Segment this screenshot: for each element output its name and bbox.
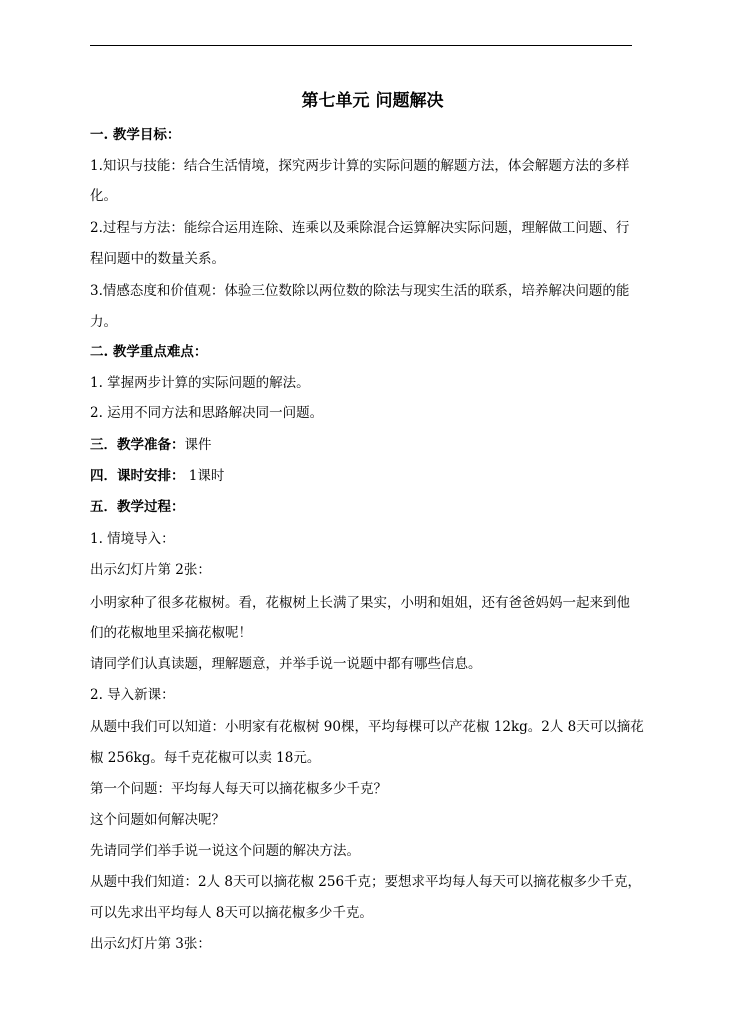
paragraph-line: 从题中我们知道：2人 8天可以摘花椒 256千克；要想求平均每人每天可以摘花椒多少千克， [90,874,642,890]
paragraph-line: 化。 [90,188,117,204]
header-rule [90,45,632,46]
paragraph-line: 出示幻灯片第 3张： [90,936,211,952]
paragraph-line: 可以先求出平均每人 8天可以摘花椒多少千克。 [90,905,373,921]
page-title: 第七单元 问题解决 [301,91,444,111]
paragraph-line: 请同学们认真读题，理解题意，并举手说一说题中都有哪些信息。 [90,656,482,672]
paragraph-line: 椒 256kg。每千克花椒可以卖 18元。 [90,750,321,766]
paragraph-line: 程问题中的数量关系。 [90,251,225,267]
paragraph-line: 从题中我们可以知道：小明家有花椒树 90棵，平均每棵可以产花椒 12kg。2人 8天可以摘花 [90,719,644,735]
paragraph-line: 3.情感态度和价值观：体验三位数除以两位数的除法与现实生活的联系，培养解决问题的能 [90,283,630,299]
paragraph-line: 先请同学们举手说一说这个问题的解决方法。 [90,843,360,859]
paragraph-line: 2. 运用不同方法和思路解决同一问题。 [90,405,324,421]
paragraph-line: 出示幻灯片第 2张： [90,562,211,578]
heading-value: 1课时 [184,468,225,484]
section-heading [90,467,650,485]
paragraph-line: 第一个问题：平均每人每天可以摘花椒多少千克？ [90,781,387,797]
paragraph-line: 1. 情境导入： [90,531,175,547]
section-heading: 五．教学过程： [90,499,185,515]
section-heading [90,436,650,454]
paragraph-line: 2.过程与方法：能综合运用连除、连乘以及乘除混合运算解决实际问题，理解做工问题、行 [90,220,630,236]
heading-label: 四．课时安排： [90,468,185,484]
paragraph-line: 们的花椒地里采摘花椒呢！ [90,625,252,641]
paragraph-line: 1.知识与技能：结合生活情境，探究两步计算的实际问题的解题方法，体会解题方法的多样 [90,158,630,174]
heading-value: 课件 [184,437,212,453]
paragraph-line: 小明家种了很多花椒树。看，花椒树上长满了果实，小明和姐姐，还有爸爸妈妈一起来到他 [90,595,630,611]
section-heading: 一. 教学目标： [90,127,181,143]
section-heading: 二. 教学重点难点： [90,344,208,360]
paragraph-line: 1. 掌握两步计算的实际问题的解法。 [90,375,310,391]
heading-label: 三．教学准备： [90,437,185,453]
paragraph-line: 力。 [90,314,117,330]
paragraph-line: 这个问题如何解决呢？ [90,812,225,828]
paragraph-line: 2. 导入新课： [90,687,175,703]
